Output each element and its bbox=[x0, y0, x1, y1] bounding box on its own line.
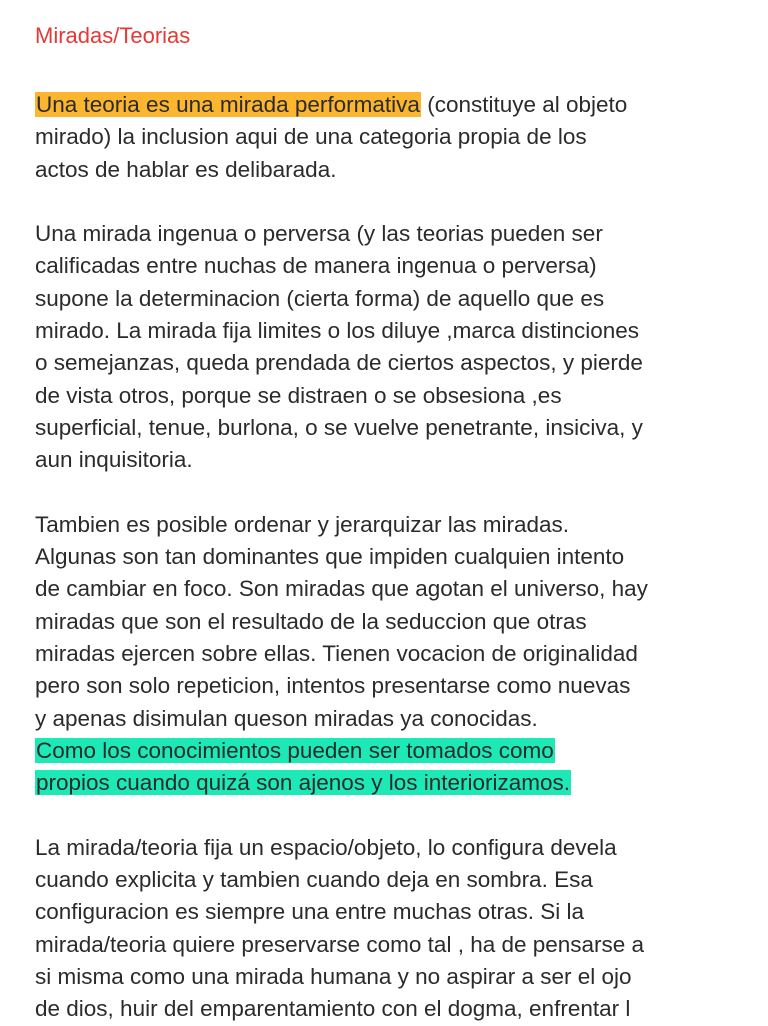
paragraph-gap bbox=[35, 800, 745, 832]
highlighted-phrase[interactable]: Una teoria es una mirada performativa bbox=[36, 92, 420, 117]
paragraph-3-highlight-line[interactable] bbox=[35, 735, 745, 800]
paragraph-2[interactable]: Una mirada ingenua o perversa (y las teorias pueden ser calificadas entre nuchas de manera ingenua o perversa) supone la determinacion (cierta forma) de aquello que es mirado. La mirada fija limites o los diluye ,marca distinciones o semejanzas, queda prendada de ciertos aspectos, y pierde de vista otros, porque se distraen o se obsesiona ,es superficial, tenue, burlona, o se vuelve penetrante, insiciva, y aun inquisitoria. bbox=[35, 221, 643, 473]
note-body[interactable] bbox=[35, 20, 745, 1026]
paragraph-1[interactable] bbox=[35, 89, 745, 186]
paragraph-1-text[interactable]: (constituye al objeto mirado) la inclusion aqui de una categoria propia de los actos de hablar es delibarada. bbox=[35, 92, 628, 182]
highlighted-passage[interactable]: Como los conocimientos pueden ser tomados como propios cuando quizá son ajenos y los interiorizamos. bbox=[36, 737, 571, 796]
paragraph-gap bbox=[35, 477, 745, 509]
note-title[interactable]: Miradas/Teorias bbox=[35, 23, 191, 48]
paragraph-4[interactable]: La mirada/teoria fija un espacio/objeto, lo configura devela cuando explicita y tambien cuando deja en sombra. Esa configuracion es siempre una entre muchas otras. Si la mirada/teoria quiere preservarse como tal , ha de pensarse a si misma como una mirada humana y no aspirar a ser el ojo de dios, huir del emparentamiento con el dogma, enfrentar l bbox=[35, 834, 645, 1022]
paragraph-3[interactable]: Tambien es posible ordenar y jerarquizar las miradas. Algunas son tan dominantes que impiden cualquien intento de cambiar en foco. Son miradas que agotan el universo, hay miradas que son el resultado de la seduccion que otras miradas ejercen sobre ellas. Tienen vocacion de originalidad pero son solo repeticion, intentos presentarse como nuevas y apenas disimulan queson miradas ya conocidas. bbox=[35, 511, 648, 731]
paragraph-gap bbox=[35, 186, 745, 218]
